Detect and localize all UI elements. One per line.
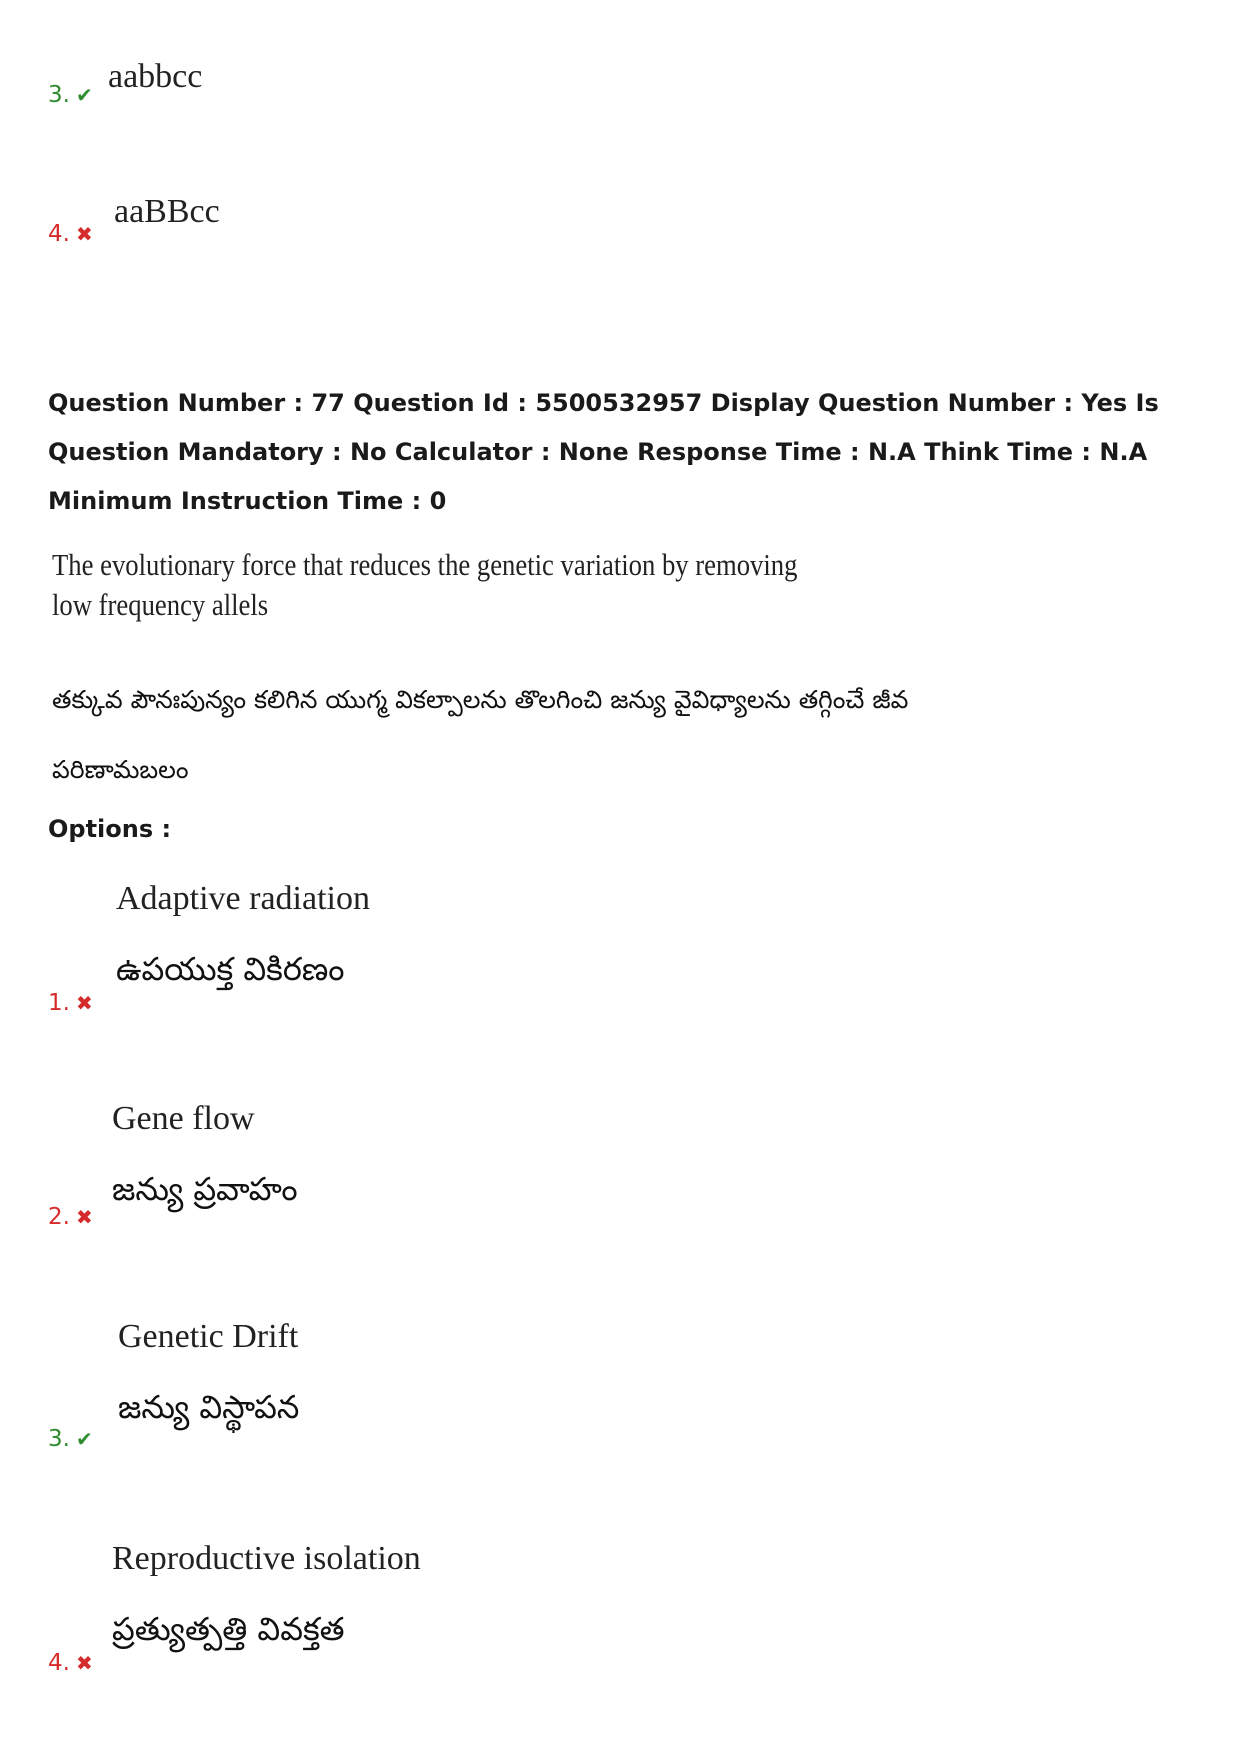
option-4[interactable]	[48, 1540, 748, 1690]
prev-option-3-number: 3.	[48, 82, 70, 108]
question-text-te: తక్కువ పౌనఃపున్యం కలిగిన యుగ్మ వికల్పాలను తొలగించి జన్యు వైవిధ్యాలను తగ్గించే జీవ పరిణామబలం	[52, 685, 909, 784]
check-icon: ✔	[75, 83, 93, 107]
prev-option-3-text: aabbcc	[108, 58, 203, 95]
question-text-en: The evolutionary force that reduces the genetic variation by removing low frequency allels	[52, 547, 798, 622]
option-4-te: ప్రత్యుత్పత్తి వివక్తత	[112, 1610, 345, 1648]
option-3[interactable]	[48, 1318, 748, 1468]
option-4-number: 4.	[48, 1650, 70, 1676]
prev-option-4-number: 4.	[48, 221, 70, 247]
question-meta: Question Number : 77 Question Id : 5500532957 Display Question Number : Yes Is Question Mandatory : No Calculator : None Response Time : N.A Think Time : N.A Minimum Instruction Time : 0	[48, 389, 1159, 515]
option-1-number: 1.	[48, 990, 70, 1016]
option-1[interactable]	[48, 880, 748, 1030]
options-label: Options :	[48, 815, 172, 843]
option-2[interactable]	[48, 1100, 748, 1250]
check-icon: ✔	[75, 1427, 93, 1451]
prev-option-4-text: aaBBcc	[114, 193, 220, 230]
cross-icon: ✖	[75, 1651, 93, 1675]
cross-icon: ✖	[75, 222, 93, 246]
option-2-number: 2.	[48, 1204, 70, 1230]
option-3-en: Genetic Drift	[118, 1318, 299, 1355]
option-4-en: Reproductive isolation	[112, 1540, 421, 1577]
option-1-te: ఉపయుక్త వికిరణం	[116, 950, 345, 988]
option-1-en: Adaptive radiation	[116, 880, 370, 917]
option-3-te: జన్యు విస్థాపన	[118, 1388, 300, 1426]
cross-icon: ✖	[75, 991, 93, 1015]
option-2-te: జన్యు ప్రవాహం	[112, 1170, 298, 1208]
option-2-en: Gene flow	[112, 1100, 255, 1137]
option-3-number: 3.	[48, 1426, 70, 1452]
cross-icon: ✖	[75, 1205, 93, 1229]
